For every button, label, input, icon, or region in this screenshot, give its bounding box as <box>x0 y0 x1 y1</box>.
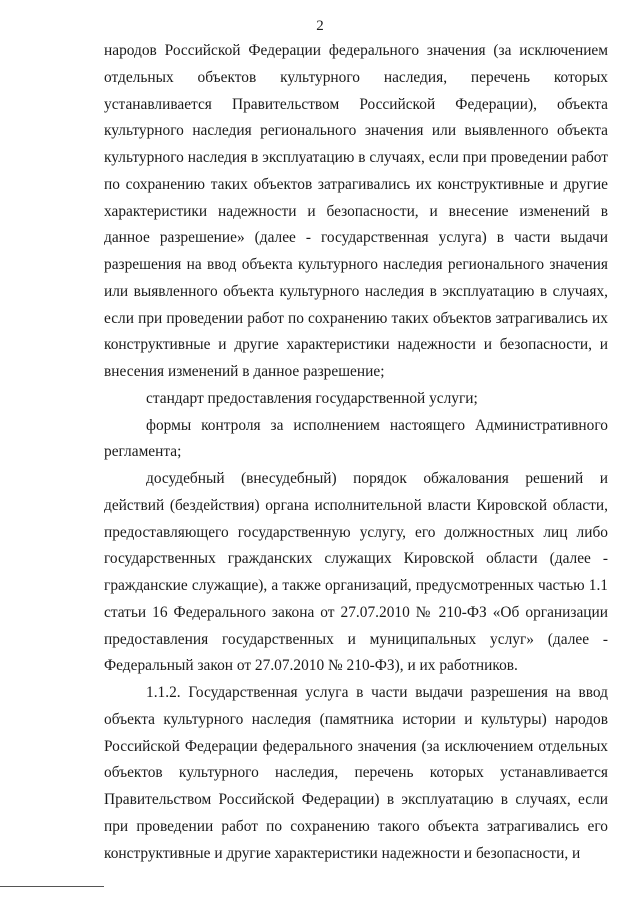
page-number: 2 <box>316 18 324 34</box>
paragraph-continuation: народов Российской Федерации федерального значения (за исключением отдельных объектов культурного наследия, перечень которых устанавливается Правительством Российской Федерации), объекта культурного наследия регионального значения или выявленного объекта культурного наследия в эксплуатацию в случаях, если при проведении работ по сохранению таких объектов затрагивались их конструктивные и другие характеристики надежности и безопасности, и внесение изменений в данное разрешение» (далее - государственная услуга) в части выдачи разрешения на ввод объекта культурного наследия регионального значения или выявленного объекта культурного наследия в эксплуатацию в случаях, если при проведении работ по сохранению таких объектов затрагивались их конструктивные и другие характеристики надежности и безопасности, и внесения изменений в данное разрешение; <box>104 42 608 380</box>
footnote-divider <box>0 886 104 887</box>
paragraph-control-forms: формы контроля за исполнением настоящего Административного регламента; <box>104 416 608 461</box>
paragraph-service-standard: стандарт предоставления государственной услуги; <box>146 389 478 407</box>
paragraph-appeal-procedure: досудебный (внесудебный) порядок обжалования решений и действий (бездействия) органа исполнительной власти Кировской области, предоставляющего государственную услугу, его должностных лиц либо государственных гражданских служащих Кировской области (далее - гражданские служащие), а также организаций, предусмотренных частью 1.1 статьи 16 Федерального закона от 27.07.2010 № 210-ФЗ «Об организации предоставления государственных и муниципальных услуг» (далее - Федеральный закон от 27.07.2010 № 210-ФЗ), и их работников. <box>104 470 608 675</box>
paragraph-section-1-1-2: 1.1.2. Государственная услуга в части выдачи разрешения на ввод объекта культурного наследия (памятника истории и культуры) народов Российской Федерации федерального значения (за исключением отдельных объектов культурного наследия, перечень которых устанавливается Правительством Российской Федерации) в эксплуатацию в случаях, если при проведении работ по сохранению такого объекта затрагивались его конструктивные и другие характеристики надежности и безопасности, и <box>104 684 608 862</box>
document-body <box>104 38 608 867</box>
